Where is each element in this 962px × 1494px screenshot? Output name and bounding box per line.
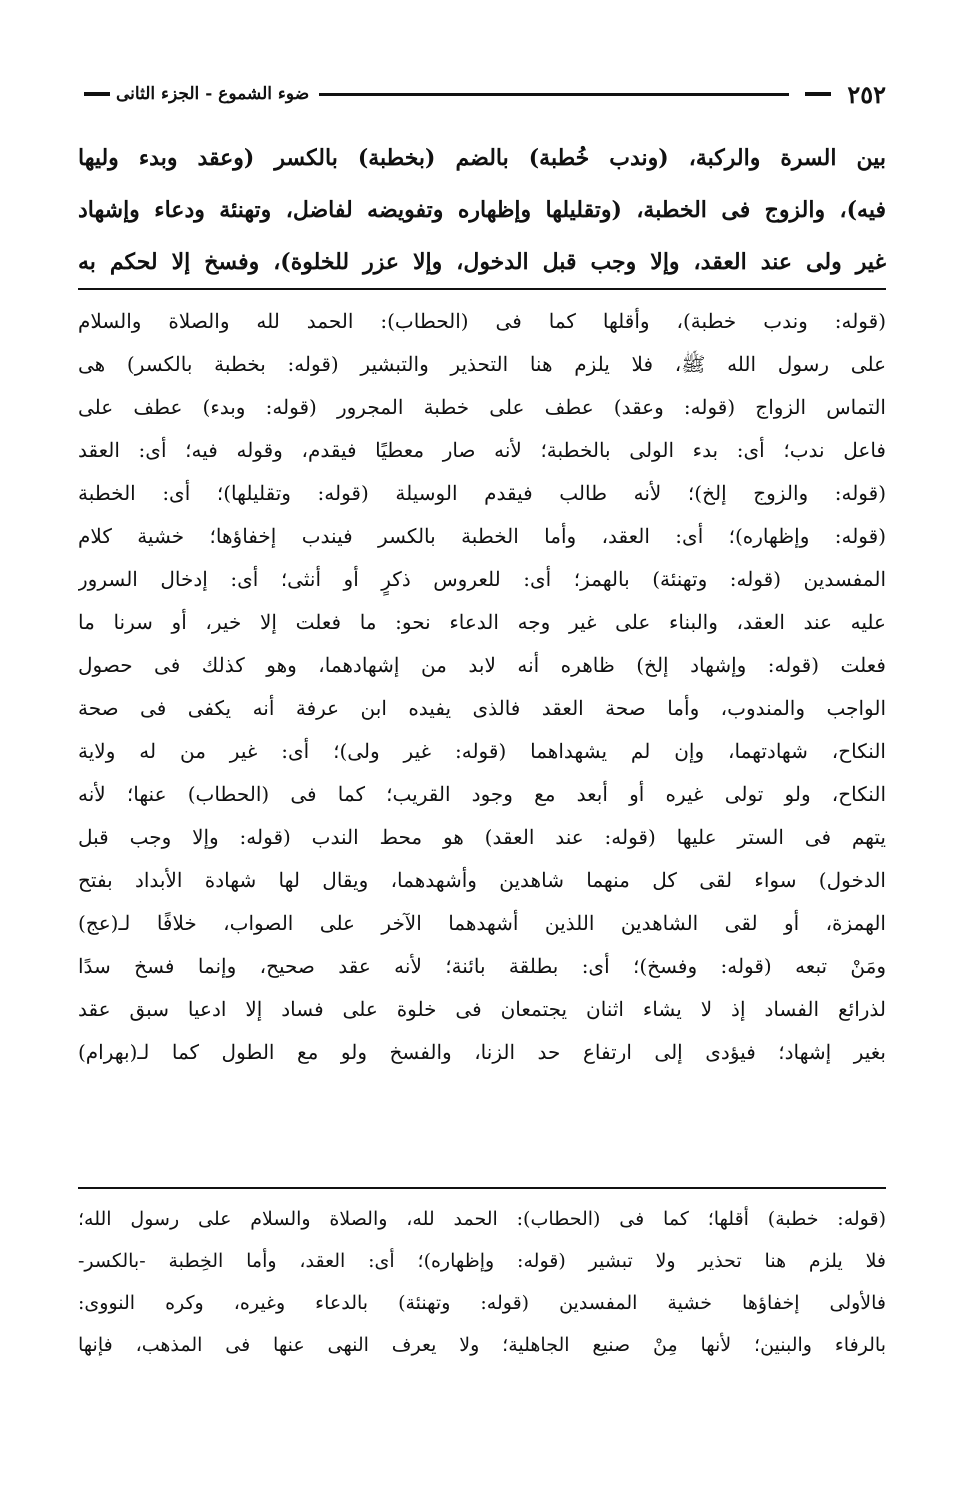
hashiya-line: بالرفاء والبنين؛ لأنها مِنْ صنيع الجاهلية؛ ولا يعرف النهى عنها فى المذهب، فإنها	[78, 1334, 886, 1356]
sharh-line: الهمزة، أو لقى الشاهدين اللذين أشهدهما الآخر على الصواب، خلافًا لـ(عج)	[78, 911, 886, 935]
sharh-line: لذرائع الفساد إذ لا يشاء اثنان يجتمعان فى خلوة على فساد إلا ادعيا سبق عقد	[78, 997, 886, 1021]
sharh-line: فاعل ندب؛ أى: بدء الولى بالخطبة؛ لأنه صار معطيًا فيقدم، وقوله فيه؛ أى: العقد	[78, 438, 886, 462]
sharh-line: (قوله: وإظهاره)؛ أى: العقد، وأما الخطبة بالكسر فيندب إخفاؤها؛ خشية كلام	[78, 524, 886, 548]
page-number: ٢٥٢	[847, 79, 886, 109]
matn-separator	[78, 288, 886, 290]
matn-line: بين السرة والركبة، (وندب خُطبة) بالضم (بخطبة) بالكسر (وعقد وبدء وليها	[78, 145, 886, 171]
header-rule	[319, 93, 789, 96]
sharh-text	[78, 300, 886, 1074]
sharh-line: النكاح، شهادتهما، وإن لم يشهداهما (قوله: غير ولى)؛ أى: غير من له ولاية	[78, 739, 886, 763]
hashiya-line: فلا يلزم هنا تحذير ولا تبشير (قوله: وإظهاره)؛ أى: العقد، وأما الخِطبة -بالكسر-	[78, 1250, 886, 1272]
sharh-line: التماس الزواج (قوله: وعقد) عطف على خطبة المجرور (قوله: وبدء) عطف على	[78, 395, 886, 419]
matn-line: غير ولى عند العقد، وإلا وجب قبل الدخول، وإلا عزر للخلوة)، وفسخ إلا لحكم به	[78, 249, 886, 275]
sharh-line: ومَنْ تبعه (قوله: وفسخ)؛ أى: بطلقة بائنة؛ لأنه عقد صحيح، وإنما فسخ سدًا	[78, 954, 886, 978]
sharh-line: (قوله: وندب خطبة)، وأقلها كما فى (الحطاب): الحمد لله والصلاة والسلام	[78, 309, 886, 333]
sharh-line: الدخول) سواء لقى كل منهما شاهدين وأشهدهما، ويقال لها شهادة الأبداد بفتح	[78, 868, 886, 892]
sharh-line: بغير إشهاد؛ فيؤدى إلى ارتفاع حد الزنا، والفسخ ولو مع الطول كما لـ(بهرام)	[78, 1040, 886, 1064]
matn-text	[78, 132, 886, 288]
header-dash	[84, 92, 110, 96]
hashiya-separator	[78, 1187, 886, 1189]
sharh-line: يتهم فى الستر عليها (قوله: عند العقد) هو محط الندب (قوله: وإلا وجب قبل	[78, 825, 886, 849]
sharh-line: على رسول الله ﷺ، فلا يلزم هنا التحذير والتبشير (قوله: بخطبة بالكسر) هى	[78, 352, 886, 376]
header-dash	[805, 92, 831, 96]
sharh-line: فعلت (قوله: وإشهاد إلخ) ظاهره أنه لابد من إشهادهما، وهو كذلك فى حصول	[78, 653, 886, 677]
hashiya-line: (قوله: خطبة) أقلها؛ كما فى (الحطاب): الحمد لله، والصلاة والسلام على رسول الله؛	[78, 1208, 886, 1230]
hashiya-text	[78, 1198, 886, 1366]
matn-line: فيه)، والزوج فى الخطبة، (وتقليلها وإظهاره وتفويضه لفاضل، وتهنئة ودعاء وإشهاد	[78, 197, 886, 223]
book-title: ضوء الشموع - الجزء الثانى	[116, 84, 310, 104]
page-header	[78, 74, 886, 114]
sharh-line: عليه عند العقد، والبناء على غير وجه الدعاء نحو: ما فعلت إلا خير، أو سرنا ما	[78, 610, 886, 634]
sharh-line: المفسدين (قوله: وتهنئة) بالهمز؛ أى: للعروس ذكرٍ أو أنثى؛ أى: إدخال السرور	[78, 567, 886, 591]
sharh-line: النكاح، ولو تولى غيره أو أبعد مع وجود القريب؛ كما فى (الحطاب) عنها؛ لأنه	[78, 782, 886, 806]
sharh-line: الواجب والمندوب، وأما صحة العقد فالذى يفيده ابن عرفة أنه يكفى فى صحة	[78, 696, 886, 720]
hashiya-line: فالأولى إخفاؤها خشية المفسدين (قوله: وتهنئة) بالدعاء وغيره، وكره النووى:	[78, 1292, 886, 1314]
sharh-line: (قوله: والزوج إلخ)؛ لأنه طالب فيقدم الوسيلة (قوله: وتقليلها)؛ أى: الخطبة	[78, 481, 886, 505]
